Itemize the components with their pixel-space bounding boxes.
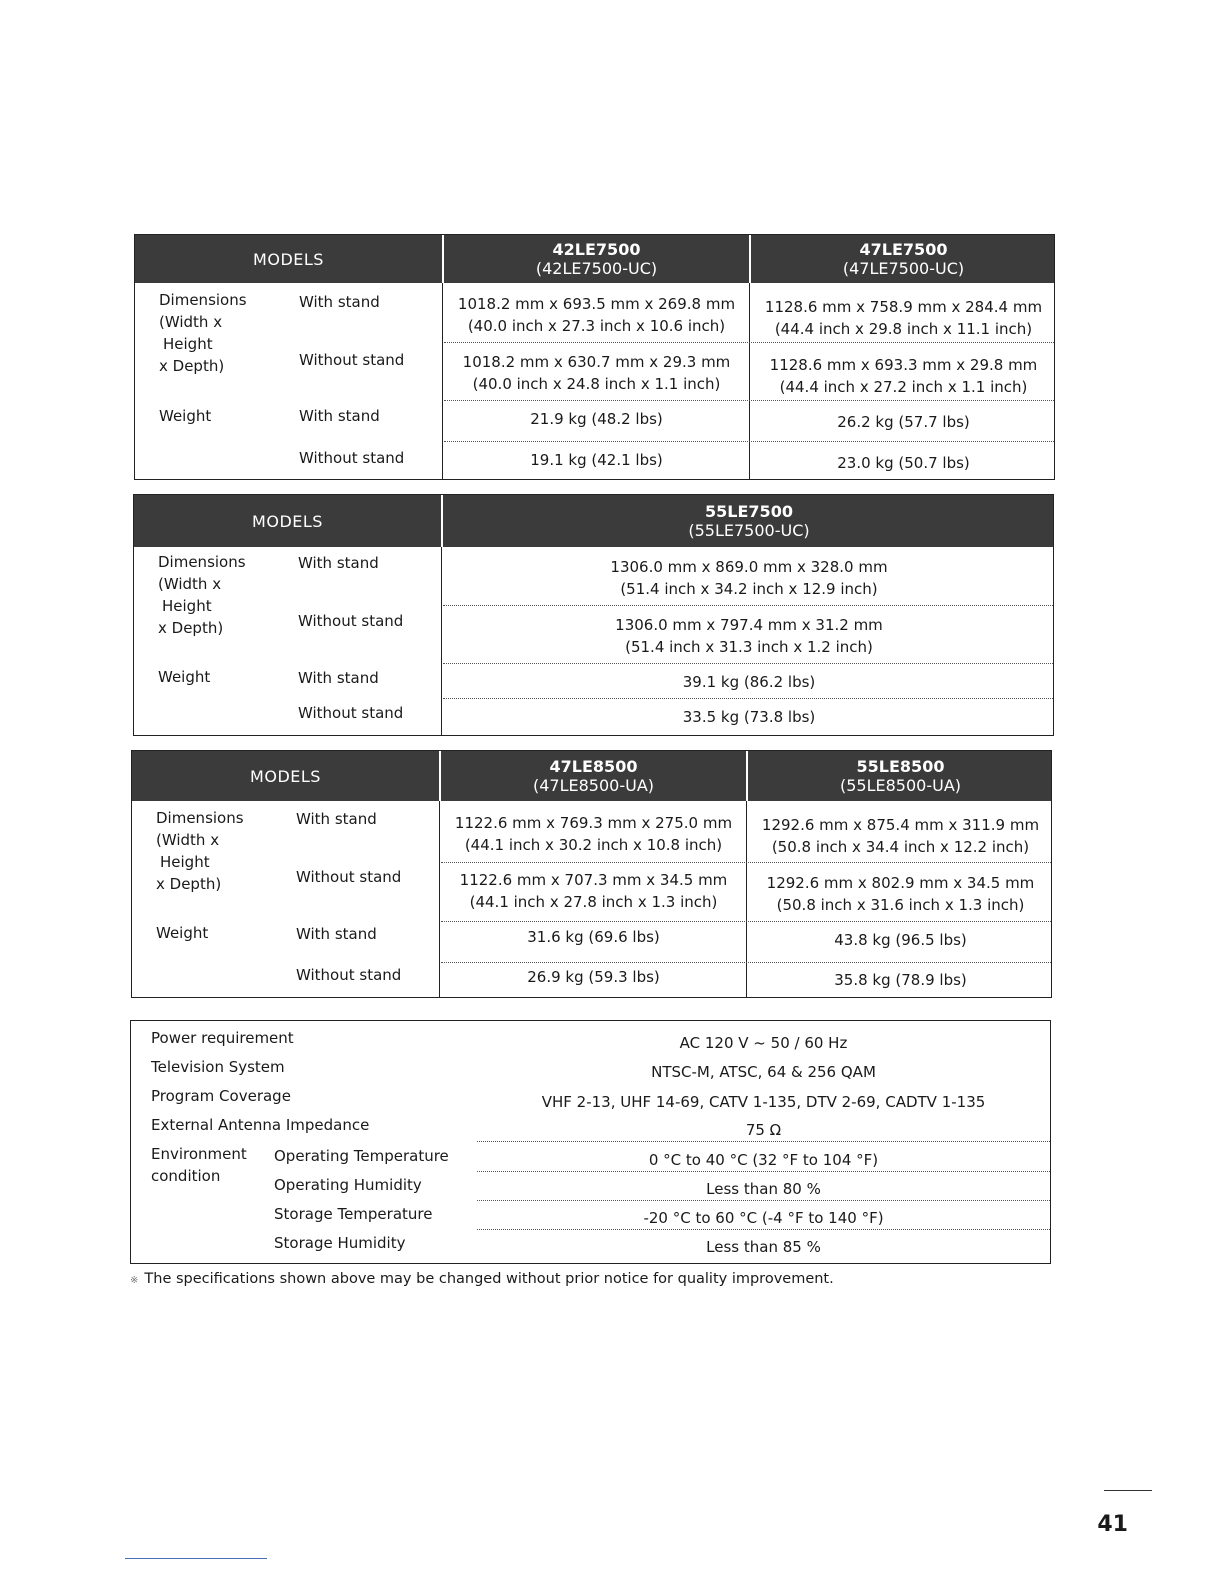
table-header <box>135 235 1054 283</box>
weight-with-stand-value: 31.6 kg (69.6 lbs) <box>527 928 660 946</box>
weight-without-stand-value: 23.0 kg (50.7 lbs) <box>837 454 970 472</box>
operating-humidity-value: Less than 80 % <box>706 1180 821 1198</box>
weight-with-stand-value: 21.9 kg (48.2 lbs) <box>530 410 663 428</box>
dimensions-with-stand-value: 1122.6 mm x 769.3 mm x 275.0 mm (44.1 inch x 30.2 inch x 10.8 inch) <box>454 814 733 854</box>
dimensions-without-stand-value: 1018.2 mm x 630.7 mm x 29.3 mm (40.0 inch x 24.8 inch x 1.1 inch) <box>462 353 731 393</box>
dimensions-with-stand-value: 1018.2 mm x 693.5 mm x 269.8 mm (40.0 inch x 27.3 inch x 10.6 inch) <box>457 295 736 335</box>
with-stand-label: With stand <box>296 925 377 943</box>
weight-label: Weight <box>158 668 211 686</box>
with-stand-label: With stand <box>296 810 377 828</box>
general-spec-table <box>130 1020 1051 1264</box>
operating-humidity-label: Operating Humidity <box>274 1176 422 1194</box>
weight-without-stand-value: 19.1 kg (42.1 lbs) <box>530 451 663 469</box>
without-stand-label: Without stand <box>298 704 404 722</box>
weight-with-stand-value: 43.8 kg (96.5 lbs) <box>834 931 967 949</box>
table-header <box>134 495 1053 547</box>
models-header: MODELS <box>252 511 323 531</box>
spec-table-2 <box>133 494 1054 736</box>
model-name: 55LE7500 <box>705 502 793 521</box>
storage-humidity-value: Less than 85 % <box>706 1238 821 1256</box>
spec-table-1 <box>134 234 1055 480</box>
without-stand-label: Without stand <box>299 449 405 467</box>
models-header: MODELS <box>250 766 321 786</box>
dimensions-label: Dimensions (Width x Height x Depth) <box>156 809 244 893</box>
dimensions-label: Dimensions (Width x Height x Depth) <box>159 291 247 375</box>
model-code: (47LE8500-UA) <box>532 776 654 795</box>
antenna-label: External Antenna Impedance <box>151 1116 370 1134</box>
tv-system-value: NTSC-M, ATSC, 64 & 256 QAM <box>651 1063 876 1081</box>
without-stand-label: Without stand <box>299 351 405 369</box>
bottom-rule <box>125 1558 267 1559</box>
operating-temperature-label: Operating Temperature <box>274 1147 449 1165</box>
model-name: 47LE7500 <box>859 240 948 259</box>
models-header: MODELS <box>253 249 324 269</box>
tv-system-label: Television System <box>151 1058 285 1076</box>
model-header-55le7500 <box>443 495 1055 547</box>
dimensions-with-stand-value: 1128.6 mm x 758.9 mm x 284.4 mm (44.4 inch x 29.8 inch x 11.1 inch) <box>764 298 1043 338</box>
model-code: (47LE7500-UC) <box>842 259 965 278</box>
dimensions-without-stand-value: 1128.6 mm x 693.3 mm x 29.8 mm (44.4 inch x 27.2 inch x 1.1 inch) <box>769 356 1038 396</box>
weight-label: Weight <box>159 407 212 425</box>
program-coverage-value: VHF 2-13, UHF 14-69, CATV 1-135, DTV 2-69, CADTV 1-135 <box>541 1093 986 1111</box>
storage-temperature-label: Storage Temperature <box>274 1205 433 1223</box>
spec-table-3 <box>131 750 1052 998</box>
dimensions-without-stand-value: 1122.6 mm x 707.3 mm x 34.5 mm (44.1 inch x 27.8 inch x 1.3 inch) <box>459 871 728 911</box>
power-label: Power requirement <box>151 1029 294 1047</box>
with-stand-label: With stand <box>299 293 380 311</box>
weight-without-stand-value: 33.5 kg (73.8 lbs) <box>682 708 816 726</box>
model-code: (42LE7500-UC) <box>535 259 658 278</box>
model-header-47le7500 <box>751 235 1056 283</box>
environment-label: Environment condition <box>151 1145 247 1185</box>
with-stand-label: With stand <box>298 554 379 572</box>
model-name: 55LE8500 <box>856 757 945 776</box>
footnote <box>130 1271 834 1287</box>
with-stand-label: With stand <box>298 669 379 687</box>
note-mark-icon: ※ <box>130 1275 139 1286</box>
antenna-value: 75 Ω <box>745 1121 782 1139</box>
weight-without-stand-value: 35.8 kg (78.9 lbs) <box>834 971 967 989</box>
without-stand-label: Without stand <box>296 966 402 984</box>
model-header-42le7500 <box>444 235 749 283</box>
model-name: 47LE8500 <box>549 757 638 776</box>
page-number: 41 <box>1097 1512 1128 1537</box>
dimensions-without-stand-value: 1292.6 mm x 802.9 mm x 34.5 mm (50.8 inch x 31.6 inch x 1.3 inch) <box>766 874 1035 914</box>
page-number-rule <box>1104 1490 1152 1491</box>
model-name: 42LE7500 <box>552 240 641 259</box>
power-value: AC 120 V ~ 50 / 60 Hz <box>679 1034 848 1052</box>
without-stand-label: Without stand <box>296 868 402 886</box>
table-header <box>132 751 1051 801</box>
dimensions-with-stand-value: 1292.6 mm x 875.4 mm x 311.9 mm (50.8 inch x 34.4 inch x 12.2 inch) <box>761 816 1040 856</box>
weight-without-stand-value: 26.9 kg (59.3 lbs) <box>527 968 660 986</box>
dimensions-without-stand-value: 1306.0 mm x 797.4 mm x 31.2 mm (51.4 inch x 31.3 inch x 1.2 inch) <box>615 616 883 656</box>
weight-label: Weight <box>156 924 209 942</box>
weight-with-stand-value: 39.1 kg (86.2 lbs) <box>682 673 816 691</box>
dimensions-label: Dimensions (Width x Height x Depth) <box>158 553 246 637</box>
model-header-47le8500 <box>441 751 746 801</box>
operating-temperature-value: 0 °C to 40 °C (32 °F to 104 °F) <box>648 1151 879 1169</box>
storage-humidity-label: Storage Humidity <box>274 1234 406 1252</box>
with-stand-label: With stand <box>299 407 380 425</box>
model-code: (55LE7500-UC) <box>688 521 810 540</box>
without-stand-label: Without stand <box>298 612 404 630</box>
model-header-55le8500 <box>748 751 1053 801</box>
weight-with-stand-value: 26.2 kg (57.7 lbs) <box>837 413 970 431</box>
program-coverage-label: Program Coverage <box>151 1087 291 1105</box>
footnote-text: The specifications shown above may be changed without prior notice for quality improvement. <box>144 1271 834 1287</box>
dimensions-with-stand-value: 1306.0 mm x 869.0 mm x 328.0 mm (51.4 inch x 34.2 inch x 12.9 inch) <box>610 558 888 598</box>
storage-temperature-value: -20 °C to 60 °C (-4 °F to 140 °F) <box>643 1209 884 1227</box>
model-code: (55LE8500-UA) <box>839 776 961 795</box>
